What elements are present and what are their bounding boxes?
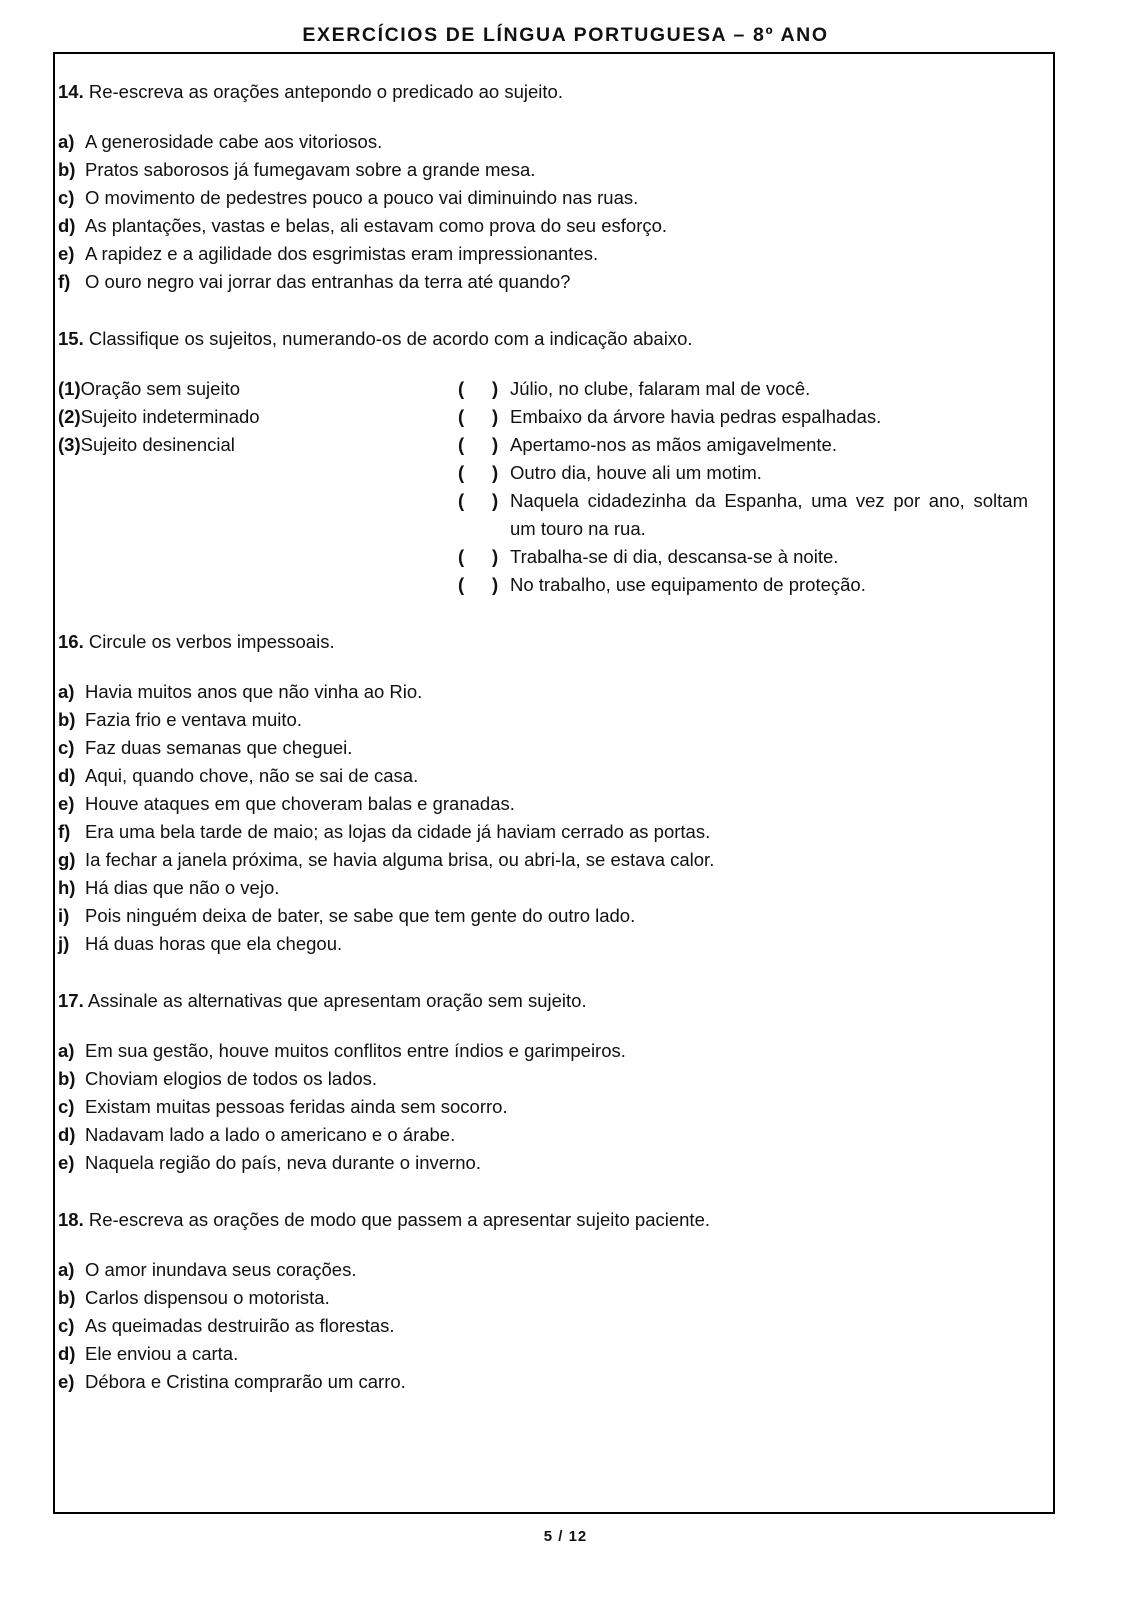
question-17-heading (58, 987, 1028, 1015)
legend-column (58, 375, 458, 599)
classify-item (458, 431, 1028, 459)
item-text: O ouro negro vai jorrar das entranhas da terra até quando? (85, 271, 571, 292)
item-text: Existam muitas pessoas feridas ainda sem socorro. (85, 1096, 508, 1117)
list-item (58, 1340, 1028, 1368)
item-text: Houve ataques em que choveram balas e granadas. (85, 793, 515, 814)
page-title: EXERCÍCIOS DE LÍNGUA PORTUGUESA – 8º ANO (302, 24, 829, 46)
item-text: Ia fechar a janela próxima, se havia alguma brisa, ou abri-la, se estava calor. (85, 849, 715, 870)
item-text: Apertamo-nos as mãos amigavelmente. (510, 434, 837, 455)
question-number: 14. (58, 81, 84, 102)
item-label: d) (58, 215, 76, 236)
list-item (58, 1284, 1028, 1312)
list-item (58, 930, 1028, 958)
answer-blank[interactable]: ( ) (458, 462, 499, 483)
list-item (58, 1368, 1028, 1396)
item-text: A rapidez e a agilidade dos esgrimistas eram impressionantes. (85, 243, 599, 264)
list-item (58, 902, 1028, 930)
item-text: Era uma bela tarde de maio; as lojas da cidade já haviam cerrado as portas. (85, 821, 711, 842)
legend-number: (3) (58, 434, 81, 455)
sentences-column (458, 375, 1028, 599)
item-label: f) (58, 821, 71, 842)
item-label: c) (58, 1096, 75, 1117)
item-text: Pois ninguém deixa de bater, se sabe que tem gente do outro lado. (85, 905, 636, 926)
item-text: No trabalho, use equipamento de proteção. (510, 574, 866, 595)
question-14-heading (58, 78, 1028, 106)
item-label: d) (58, 1343, 76, 1364)
item-text: Pratos saborosos já fumegavam sobre a grande mesa. (85, 159, 536, 180)
item-label: j) (58, 933, 70, 954)
question-text: Circule os verbos impessoais. (88, 631, 335, 652)
legend-item (58, 403, 458, 431)
question-15-heading (58, 325, 1028, 353)
answer-blank[interactable]: ( ) (458, 546, 499, 567)
list-item (58, 212, 1028, 240)
item-label: d) (58, 765, 76, 786)
answer-blank[interactable]: ( ) (458, 574, 499, 595)
question-number: 18. (58, 1209, 84, 1230)
question-text: Assinale as alternativas que apresentam oração sem sujeito. (87, 990, 587, 1011)
list-item (58, 240, 1028, 268)
item-label: a) (58, 1259, 75, 1280)
list-item (58, 762, 1028, 790)
item-text: Outro dia, houve ali um motim. (510, 462, 762, 483)
item-text: O movimento de pedestres pouco a pouco vai diminuindo nas ruas. (85, 187, 639, 208)
question-17 (58, 987, 1028, 1177)
item-label: b) (58, 709, 76, 730)
item-text: Carlos dispensou o motorista. (85, 1287, 330, 1308)
list-item (58, 1312, 1028, 1340)
question-number: 17. (58, 990, 84, 1011)
classification-columns (58, 375, 1028, 599)
item-text: Em sua gestão, houve muitos conflitos entre índios e garimpeiros. (85, 1040, 626, 1061)
question-15 (58, 325, 1028, 599)
question-16 (58, 628, 1028, 958)
item-text: As plantações, vastas e belas, ali estavam como prova do seu esforço. (85, 215, 668, 236)
list-item (58, 1149, 1028, 1177)
list-item (58, 268, 1028, 296)
question-18-heading (58, 1206, 1028, 1234)
item-label: a) (58, 131, 75, 152)
list-item (58, 706, 1028, 734)
item-text: Faz duas semanas que cheguei. (85, 737, 353, 758)
legend-text: Oração sem sujeito (80, 378, 240, 399)
legend-text: Sujeito desinencial (80, 434, 235, 455)
item-text: A generosidade cabe aos vitoriosos. (85, 131, 383, 152)
item-label: a) (58, 681, 75, 702)
legend-text: Sujeito indeterminado (80, 406, 260, 427)
item-text: As queimadas destruirão as florestas. (85, 1315, 395, 1336)
list-item (58, 184, 1028, 212)
list-item (58, 846, 1028, 874)
list-item (58, 128, 1028, 156)
list-item (58, 874, 1028, 902)
list-item (58, 790, 1028, 818)
item-text: Ele enviou a carta. (85, 1343, 239, 1364)
classify-item (458, 459, 1028, 487)
item-text: Há duas horas que ela chegou. (85, 933, 343, 954)
item-label: b) (58, 1068, 76, 1089)
item-label: e) (58, 1371, 75, 1392)
list-item (58, 1065, 1028, 1093)
question-16-heading (58, 628, 1028, 656)
item-text: Aqui, quando chove, não se sai de casa. (85, 765, 419, 786)
item-text: Embaixo da árvore havia pedras espalhadas. (510, 406, 882, 427)
legend-number: (1) (58, 378, 81, 399)
classify-item (458, 543, 1028, 571)
item-text: Fazia frio e ventava muito. (85, 709, 302, 730)
item-text: Débora e Cristina comprarão um carro. (85, 1371, 406, 1392)
exercise-content (58, 78, 1028, 1425)
classify-item (458, 375, 1028, 403)
item-text: Naquela cidadezinha da Espanha, uma vez por ano, soltam um touro na rua. (510, 490, 1028, 539)
item-label: e) (58, 793, 75, 814)
list-item (58, 156, 1028, 184)
list-item (58, 678, 1028, 706)
item-label: e) (58, 243, 75, 264)
answer-blank[interactable]: ( ) (458, 434, 499, 455)
item-label: f) (58, 271, 71, 292)
classify-item (458, 487, 1028, 543)
item-text: Havia muitos anos que não vinha ao Rio. (85, 681, 423, 702)
question-text: Re-escreva as orações antepondo o predicado ao sujeito. (88, 81, 563, 102)
item-text: Choviam elogios de todos os lados. (85, 1068, 378, 1089)
item-text: O amor inundava seus corações. (85, 1259, 357, 1280)
item-label: e) (58, 1152, 75, 1173)
question-text: Re-escreva as orações de modo que passem a apresentar sujeito paciente. (88, 1209, 710, 1230)
item-text: Naquela região do país, neva durante o inverno. (85, 1152, 481, 1173)
item-label: c) (58, 1315, 75, 1336)
question-number: 15. (58, 328, 84, 349)
list-item (58, 1093, 1028, 1121)
list-item (58, 818, 1028, 846)
question-number: 16. (58, 631, 84, 652)
list-item (58, 1037, 1028, 1065)
item-label: i) (58, 905, 70, 926)
item-label: d) (58, 1124, 76, 1145)
list-item (58, 734, 1028, 762)
answer-blank[interactable]: ( ) (458, 378, 499, 399)
item-label: a) (58, 1040, 75, 1061)
item-label: h) (58, 877, 76, 898)
item-text: Nadavam lado a lado o americano e o árabe. (85, 1124, 456, 1145)
legend-number: (2) (58, 406, 81, 427)
page-number: 5 / 12 (543, 1528, 588, 1545)
question-14 (58, 78, 1028, 296)
answer-blank[interactable]: ( ) (458, 490, 499, 511)
classify-item (458, 571, 1028, 599)
item-label: g) (58, 849, 76, 870)
classify-item (458, 403, 1028, 431)
item-label: c) (58, 737, 75, 758)
answer-blank[interactable]: ( ) (458, 406, 499, 427)
list-item (58, 1256, 1028, 1284)
item-text: Há dias que não o vejo. (85, 877, 280, 898)
legend-item (58, 431, 458, 459)
legend-item (58, 375, 458, 403)
item-label: c) (58, 187, 75, 208)
question-text: Classifique os sujeitos, numerando-os de acordo com a indicação abaixo. (88, 328, 693, 349)
item-text: Trabalha-se di dia, descansa-se à noite. (510, 546, 839, 567)
list-item (58, 1121, 1028, 1149)
item-label: b) (58, 1287, 76, 1308)
item-text: Júlio, no clube, falaram mal de você. (510, 378, 811, 399)
item-label: b) (58, 159, 76, 180)
question-18 (58, 1206, 1028, 1396)
